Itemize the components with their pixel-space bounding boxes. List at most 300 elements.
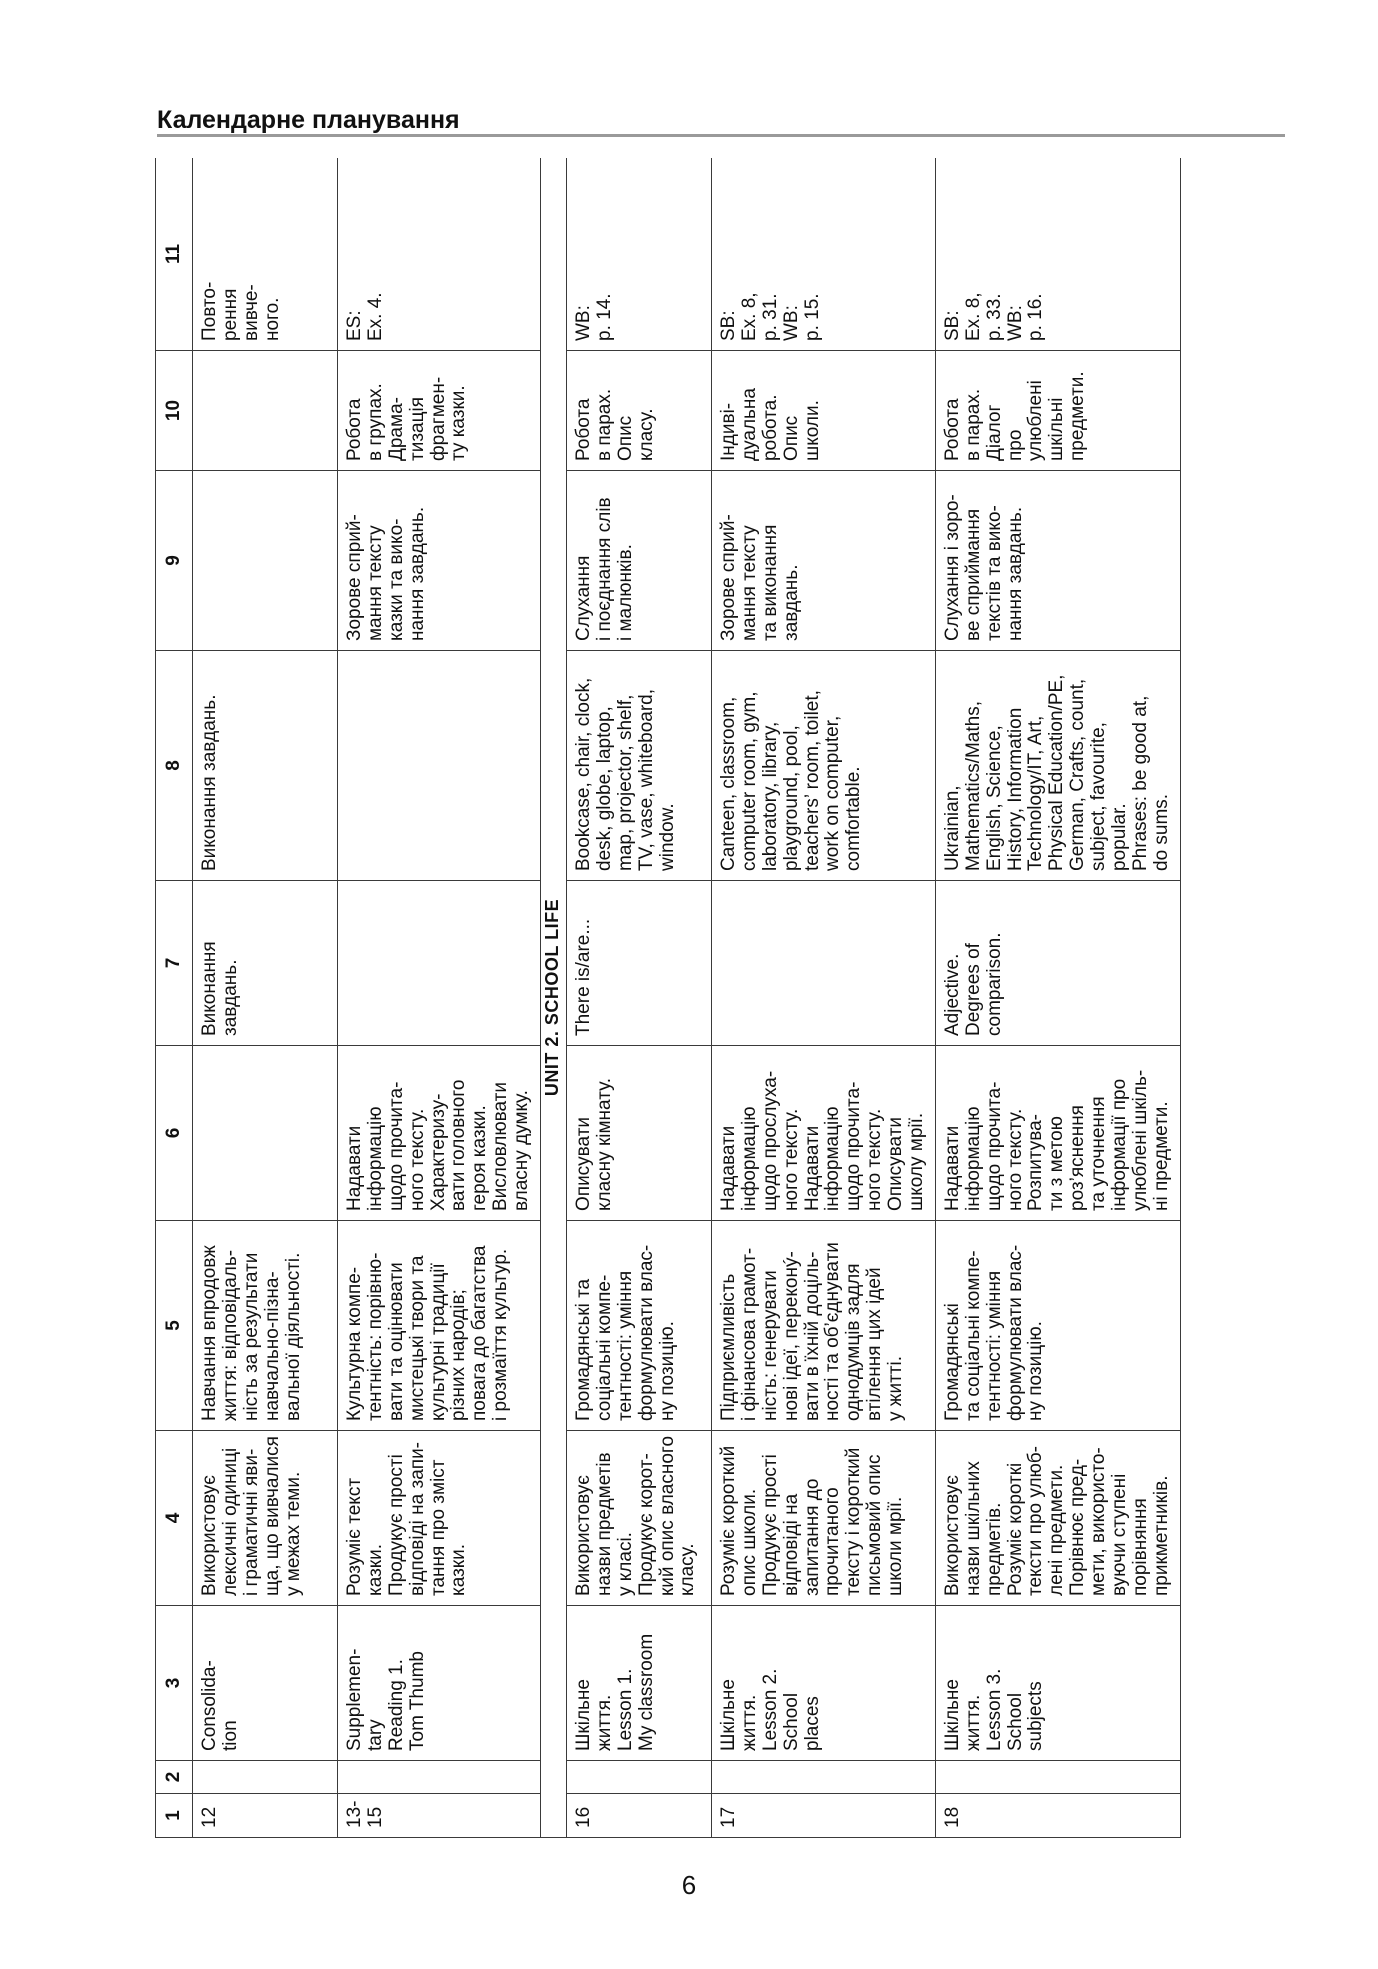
cell-text-line: work on computer, [822,715,844,871]
cell-text-line: шкільні [1046,397,1068,461]
header-rule [157,134,1285,137]
cell-text-line: Phrases: be good at, [1129,695,1151,871]
calendar-table [155,158,1181,1838]
cell-text-line: кий опис власного [656,1435,678,1596]
table-cell-col-10 [338,351,541,471]
cell-text-line: тання про зміст [427,1459,449,1596]
cell-text-line [345,890,366,1036]
calendar-table-frame [155,158,1285,1838]
cell-text-line: Висловлювати [490,1082,512,1211]
cell-text-line: Ex. 8, [738,292,760,341]
cell-text-line: window. [656,803,678,871]
cell-text-line: дуальна [738,388,760,461]
cell-text-line: класну кімнату. [593,1078,615,1211]
cell-text-line: та уточнення [1088,1096,1110,1211]
table-cell-col-10 [567,351,712,471]
cell-text-line: Lesson 3. [983,1668,1005,1751]
cell-text-line: навчально-пізна- [261,1271,283,1421]
cell-text-line: повага до багатства [469,1245,491,1421]
cell-text-line: казки та вико- [385,518,407,641]
cell-text-line: Зорове сприй- [344,514,365,641]
cell-text-line: мети, використо- [1088,1447,1110,1596]
table-row [193,158,338,1838]
cell-text-line: школи мрії. [885,1496,907,1596]
table-cell-col-5 [935,1221,1180,1431]
cell-text-line: ту казки. [448,385,470,461]
table-cell-col-1 [338,1794,541,1838]
table-cell-col-5 [567,1221,712,1431]
cell-text-line: tion [219,1720,241,1751]
cell-text-line: playground, pool, [780,725,802,871]
cell-text-line: вати в їхній доціль- [801,1251,823,1421]
table-cell-col-8 [193,651,338,881]
cell-text-line: втілення цих ідей [864,1267,886,1421]
cell-text-line: тентність: порівню- [364,1252,386,1421]
cell-text-line: SB: [718,310,740,341]
cell-text-line: прикметників. [1150,1475,1172,1596]
cell-text-line: Ex. 4. [364,292,386,341]
table-cell-col-1 [567,1794,712,1838]
cell-text-line: Tom Thumb [406,1651,428,1751]
cell-text-line: вати головного [448,1079,470,1211]
cell-text-line: laboratory, library, [759,721,781,871]
cell-text-line: казки. [364,1544,386,1596]
cell-text-line: відповіді на [780,1493,802,1596]
cell-text-line: 13- [344,1800,365,1828]
cell-text-line: щодо прочита- [843,1081,865,1211]
table-cell-col-1 [712,1794,936,1838]
column-header-8: 8 [156,651,193,881]
cell-text-line: Шкільне [718,1679,740,1751]
cell-text-line: Слухання і зоро- [941,494,963,641]
cell-text-line: однодумців задля [843,1263,865,1421]
table-cell-col-4 [935,1431,1180,1606]
column-header-10: 10 [156,351,193,471]
cell-text-line: в групах. [364,383,386,461]
cell-text-line: класу. [635,408,657,461]
column-header-4: 4 [156,1431,193,1606]
cell-text-line: тентності: уміння [983,1270,1005,1421]
table-cell-col-11 [935,158,1180,351]
column-header-2: 2 [156,1761,193,1794]
cell-text-line: Навчання впродовж [199,1245,220,1421]
unit-banner-row [541,158,567,1838]
table-cell-col-2 [935,1761,1180,1794]
cell-text-line [200,1055,221,1211]
cell-text-line: інформацію [962,1106,984,1211]
cell-text-line: ES: [344,310,365,341]
cell-text-line: tary [364,1719,386,1751]
table-cell-col-9 [567,471,712,651]
cell-text-line: тентності: уміння [614,1270,636,1421]
cell-text-line: інформацію [822,1106,844,1211]
cell-text-line: щодо прочита- [983,1081,1005,1211]
cell-text-line [574,1770,595,1784]
cell-text-line: Підприємливість [718,1273,740,1421]
cell-text-line: і розмаїття культур. [490,1248,512,1421]
cell-text-line: вати та оцінювати [385,1262,407,1421]
cell-text-line: Повто- [199,281,220,341]
cell-text-line: Громадянські та [573,1278,595,1421]
cell-text-line: улюблені [1025,380,1047,461]
cell-text-line: ну позицію. [656,1321,678,1421]
cell-text-line: тексти про улюб- [1025,1445,1047,1596]
cell-text-line: про [1004,429,1026,461]
cell-text-line: Порівнює пред- [1067,1458,1089,1596]
cell-text-line: життя: відповідаль- [219,1249,241,1421]
cell-text-line: p. 15. [801,293,823,341]
cell-text-line: WB: [573,305,595,341]
cell-text-line: SB: [941,310,963,341]
cell-text-line: Виконання завдань. [199,694,220,871]
cell-text-line: Продукує прості [759,1454,781,1596]
column-header-7: 7 [156,881,193,1046]
cell-text-line: письмовий опис [864,1454,886,1596]
cell-text-line: School [1004,1692,1026,1751]
cell-text-line: ве сприймання [962,508,984,641]
cell-text-line: культурні традиції [427,1263,449,1421]
cell-text-line: життя. [738,1694,760,1751]
cell-text-line: German, Crafts, count, [1067,678,1089,871]
cell-text-line: Consolida- [199,1660,220,1751]
table-cell-col-6 [338,1046,541,1221]
cell-text-line: Надавати [718,1125,740,1211]
cell-text-line [943,1770,964,1784]
cell-text-line: Культурна компе- [344,1266,365,1421]
cell-text-line: Mathematics/Maths, [962,701,984,871]
table-cell-col-9 [935,471,1180,651]
cell-text-line: Надавати [941,1125,963,1211]
table-cell-col-2 [193,1761,338,1794]
cell-text-line: Виконання [199,941,220,1036]
cell-text-line: тексту і короткий [843,1447,865,1596]
cell-text-line: There is/are... [573,918,595,1036]
cell-text-line: у класі. [614,1532,636,1596]
cell-text-line: subjects [1025,1681,1047,1751]
cell-text-line: різних народів; [448,1289,470,1421]
cell-text-line: School [780,1692,802,1751]
cell-text-line: школу мрії. [906,1112,928,1211]
unit-banner: UNIT 2. SCHOOL LIFE [541,158,567,1838]
table-cell-col-8 [338,651,541,881]
cell-text-line: ного тексту. [406,1108,428,1211]
table-cell-col-2 [338,1761,541,1794]
column-header-6: 6 [156,1046,193,1221]
cell-text-line: Описувати [885,1116,907,1211]
cell-text-line: Physical Education/PE, [1046,674,1068,871]
column-header-11: 11 [156,158,193,351]
cell-text-line [200,480,221,641]
cell-text-line: desk, globe, laptop, [593,706,615,871]
table-cell-col-1 [193,1794,338,1838]
table-cell-col-3 [338,1606,541,1761]
table-cell-col-4 [712,1431,936,1606]
column-header-3: 3 [156,1606,193,1761]
cell-text-line: фрагмен- [427,376,449,461]
page-number: 6 [681,1870,697,1900]
cell-text-line: Reading 1. [385,1659,407,1751]
cell-text-line: нання завдань. [1004,506,1026,641]
cell-text-line: вуючи ступені [1109,1473,1131,1596]
rotated-table-container [155,158,1285,1838]
cell-text-line: 15 [364,1806,386,1828]
cell-text-line: Розуміє текст [344,1477,365,1596]
cell-text-line: Використовує [573,1475,595,1596]
cell-text-line: героя казки. [469,1105,491,1211]
cell-text-line: comparison. [983,932,1005,1036]
table-cell-col-2 [712,1761,936,1794]
cell-text-line: і поєднання слів [593,497,615,641]
table-cell-col-11 [567,158,712,351]
cell-text-line: щодо прочита- [385,1081,407,1211]
cell-text-line: вивче- [240,284,262,341]
table-cell-col-9 [338,471,541,651]
cell-text-line: запитання до [801,1478,823,1596]
table-row [567,158,712,1838]
table-row [935,158,1180,1838]
table-cell-col-3 [712,1606,936,1761]
cell-text-line: у межах теми. [282,1471,304,1596]
cell-text-line: 12 [199,1806,220,1828]
column-header-5: 5 [156,1221,193,1431]
table-body [193,158,1181,1838]
cell-text-line: Bookcase, chair, clock, [573,677,595,871]
cell-text-line: інформації про [1109,1078,1131,1211]
cell-text-line: Використовує [199,1475,220,1596]
cell-text-line: Надавати [344,1125,365,1211]
cell-text-line: 17 [718,1806,740,1828]
cell-text-line: прочитаного [822,1487,844,1596]
table-cell-col-7 [712,881,936,1046]
cell-text-line: Індиві- [718,402,740,461]
cell-text-line: Робота [941,398,963,461]
cell-text-line: teachers’ room, toilet, [801,690,823,871]
cell-text-line: p. 14. [593,293,615,341]
table-cell-col-3 [193,1606,338,1761]
cell-text-line: робота. [759,394,781,461]
table-row [338,158,541,1838]
table-cell-col-6 [935,1046,1180,1221]
cell-text-line [200,360,221,461]
cell-text-line: опис школи. [738,1488,760,1596]
cell-text-line: Ukrainian, [941,785,963,871]
table-cell-col-2 [567,1761,712,1794]
table-cell-col-4 [193,1431,338,1606]
table-cell-col-4 [567,1431,712,1606]
cell-text-line: Опис [614,415,636,461]
cell-text-line: ність: генерувати [759,1270,781,1421]
cell-text-line: мання тексту [364,525,386,641]
cell-text-line: Supplemen- [344,1648,365,1751]
cell-text-line: інформацію [738,1106,760,1211]
cell-text-line: ного тексту. [1004,1108,1026,1211]
table-cell-col-5 [338,1221,541,1431]
cell-text-line: ного тексту. [780,1108,802,1211]
cell-text-line: мистецькі твори та [406,1255,428,1421]
cell-text-line: відповіді на запи- [406,1441,428,1596]
cell-text-line: Шкільне [941,1679,963,1751]
cell-text-line: Шкільне [573,1679,595,1751]
table-cell-col-10 [712,351,936,471]
cell-text-line: нання завдань. [406,506,428,641]
cell-text-line: popular. [1109,803,1131,871]
cell-text-line: ща, що вивчалися [261,1436,283,1596]
cell-text-line: назви шкільних [962,1461,984,1596]
table-cell-col-7 [338,881,541,1046]
cell-text-line: порівняння [1129,1498,1151,1596]
cell-text-line: і граматичні яви- [240,1448,262,1596]
cell-text-line: текстів та вико- [983,505,1005,641]
column-header-row [156,158,193,1838]
cell-text-line: Lesson 1. [614,1668,636,1751]
cell-text-line: щодо прослуха- [759,1070,781,1211]
cell-text-line: places [801,1696,823,1751]
table-cell-col-6 [712,1046,936,1221]
page-title: Календарне планування [157,106,460,134]
cell-text-line: ного. [261,297,283,341]
cell-text-line: життя. [962,1694,984,1751]
cell-text-line: Technology/IT, Art, [1025,715,1047,871]
cell-text-line: Використовує [941,1475,963,1596]
cell-text-line: Діалог [983,404,1005,461]
cell-text-line: Розуміє короткий [718,1445,740,1596]
cell-text-line: мання тексту [738,525,760,641]
cell-text-line: p. 16. [1025,293,1047,341]
cell-text-line: 18 [941,1806,963,1828]
column-header-9: 9 [156,471,193,651]
cell-text-line: Ex. 8, [962,292,984,341]
cell-text-line: класу. [677,1543,699,1596]
cell-text-line: My classroom [635,1633,657,1751]
cell-text-line: завдань. [219,959,241,1036]
cell-text-line [345,660,366,871]
cell-text-line: формулювати влас- [635,1244,657,1421]
cell-text-line: WB: [1004,305,1026,341]
table-cell-col-5 [193,1221,338,1431]
cell-text-line: English, Science, [983,725,1005,871]
table-cell-col-11 [712,158,936,351]
cell-text-line: WB: [780,305,802,341]
cell-text-line: Драма- [385,397,407,461]
cell-text-line: формулювати влас- [1004,1244,1026,1421]
table-cell-col-11 [193,158,338,351]
cell-text-line: ності та об’єднувати [822,1242,844,1421]
cell-text-line: ні предмети. [1150,1101,1172,1211]
cell-text-line: subject, favourite, [1088,722,1110,871]
cell-text-line [345,1770,366,1784]
cell-text-line: ність за результати [240,1252,262,1421]
cell-text-line: назви предметів [593,1452,615,1596]
cell-text-line: Робота [573,398,595,461]
table-cell-col-7 [935,881,1180,1046]
cell-text-line: 16 [573,1806,595,1828]
table-cell-col-6 [193,1046,338,1221]
cell-text-line: History, Information [1004,707,1026,871]
cell-text-line: школи. [801,400,823,461]
cell-text-line: та виконання [759,524,781,641]
cell-text-line: Продукує корот- [635,1453,657,1596]
cell-text-line: Опис [780,415,802,461]
table-cell-col-4 [338,1431,541,1606]
cell-text-line: do sums. [1150,793,1172,871]
cell-text-line [719,890,740,1036]
cell-text-line: computer room, gym, [738,691,760,871]
table-cell-col-11 [338,158,541,351]
cell-text-line: завдань. [780,564,802,641]
column-header-1: 1 [156,1794,193,1838]
cell-text-line: власну думку. [511,1090,533,1211]
cell-text-line: в парах. [962,388,984,461]
cell-text-line: казки. [448,1544,470,1596]
cell-text-line: тизація [406,397,428,461]
cell-text-line: і фінансова грамот- [738,1247,760,1421]
cell-text-line: Громадянські [941,1303,963,1421]
cell-text-line: улюблені шкіль- [1129,1069,1151,1211]
cell-text-line: Характеризу- [427,1093,449,1211]
table-cell-col-3 [567,1606,712,1761]
cell-text-line: Lesson 2. [759,1668,781,1751]
cell-text-line: рення [219,288,241,341]
cell-text-line: соціальні компе- [593,1274,615,1421]
cell-text-line: ну позицію. [1025,1321,1047,1421]
cell-text-line: в парах. [593,388,615,461]
table-cell-col-6 [567,1046,712,1221]
cell-text-line: предмети. [1067,371,1089,461]
cell-text-line: Розуміє короткі [1004,1462,1026,1596]
table-cell-col-10 [935,351,1180,471]
cell-text-line: інформацію [364,1106,386,1211]
cell-text-line: Надавати [801,1125,823,1211]
table-cell-col-8 [712,651,936,881]
cell-text-line: TV, vase, whiteboard, [635,688,657,871]
cell-text-line: Зорове сприй- [718,514,740,641]
cell-text-line: Розпитува- [1025,1114,1047,1211]
table-cell-col-10 [193,351,338,471]
table-cell-col-1 [935,1794,1180,1838]
cell-text-line: предметів. [983,1502,1005,1596]
cell-text-line: нові ідеї, переконý- [780,1251,802,1421]
cell-text-line: лексичні одиниці [219,1447,241,1596]
cell-text-line: і малюнків. [614,544,636,641]
cell-text-line: та соціальні компе- [962,1250,984,1421]
table-cell-col-9 [712,471,936,651]
cell-text-line: p. 31. [759,293,781,341]
cell-text-line: comfortable. [843,766,865,871]
table-cell-col-8 [935,651,1180,881]
cell-text-line: p. 33. [983,293,1005,341]
cell-text-line: вальної діяльності. [282,1252,304,1421]
table-cell-col-3 [935,1606,1180,1761]
cell-text-line: Продукує прості [385,1454,407,1596]
table-cell-col-7 [193,881,338,1046]
table-row [712,158,936,1838]
table-cell-col-7 [567,881,712,1046]
cell-text-line: Слухання [573,555,595,641]
cell-text-line: ного тексту. [864,1108,886,1211]
cell-text-line: роз’яснення [1067,1105,1089,1211]
cell-text-line: Робота [344,398,365,461]
cell-text-line: Degrees of [962,943,984,1036]
cell-text-line: лені предмети. [1046,1464,1068,1596]
cell-text-line: Описувати [573,1116,595,1211]
cell-text-line: Adjective. [941,953,963,1036]
cell-text-line: ти з метою [1046,1116,1068,1211]
cell-text-line: життя. [593,1694,615,1751]
cell-text-line: map, projector, shelf, [614,694,636,871]
table-cell-col-8 [567,651,712,881]
cell-text-line [200,1770,221,1784]
cell-text-line: у житті. [885,1355,907,1421]
